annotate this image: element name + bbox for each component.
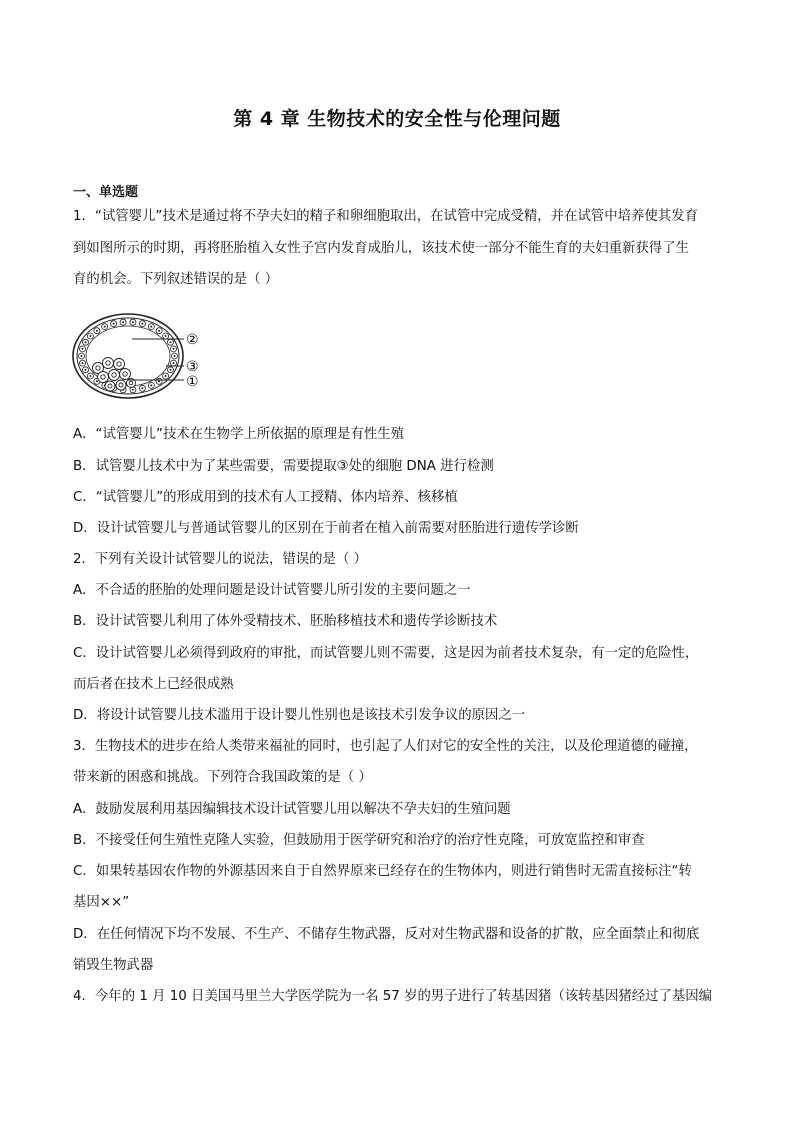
trophoblast-nucleus — [170, 341, 172, 343]
trophoblast-nucleus — [158, 330, 160, 332]
label-3: ③ — [186, 359, 199, 375]
trophoblast-nucleus — [173, 362, 175, 364]
trophoblast-nucleus — [174, 355, 176, 357]
inner-cell-mass — [93, 358, 136, 392]
q1-option-d: D．设计试管婴儿与普通试管婴儿的区别在于前者在植入前需要对胚胎进行遗传学诊断 — [73, 521, 579, 536]
trophoblast-nucleus — [96, 330, 98, 332]
trophoblast-nucleus — [150, 384, 152, 386]
trophoblast-nucleus — [158, 380, 160, 382]
q3-option-c-line-2: 基因××” — [73, 895, 130, 910]
q2-option-c-line-1: C．设计试管婴儿必须得到政府的审批，而试管婴儿则不需要，这是因为前者技术复杂，有一定的危险性， — [73, 646, 699, 661]
trophoblast-nucleus — [104, 326, 106, 328]
page-title: 第 4 章 生物技术的安全性与伦理问题 — [233, 108, 561, 130]
label-2: ② — [186, 332, 199, 348]
trophoblast-nucleus — [85, 369, 87, 371]
trophoblast-nucleus — [165, 335, 167, 337]
q1-stem-line-2: 到如图所示的时期，再将胚胎植入女性子宫内发育成胎儿，该技术使一部分不能生育的夫妇重新获得了生 — [73, 241, 689, 256]
section-heading: 一、单选题 — [73, 185, 139, 200]
trophoblast-nucleus — [141, 387, 143, 389]
trophoblast-nucleus — [132, 389, 134, 391]
q1-option-a: A．“试管婴儿”技术在生物学上所依据的原理是有性生殖 — [73, 427, 405, 442]
trophoblast-nucleus — [122, 321, 124, 323]
q1-option-b: B．试管婴儿技术中为了某些需要，需要提取③处的细胞 DNA 进行检测 — [73, 459, 494, 474]
q1-option-c: C．“试管婴儿”的形成用到的技术有人工授精、体内培养、核移植 — [73, 490, 458, 505]
trophoblast-nucleus — [85, 341, 87, 343]
trophoblast-nucleus — [141, 323, 143, 325]
trophoblast-nucleus — [96, 380, 98, 382]
trophoblast-nucleus — [113, 323, 115, 325]
trophoblast-nucleus — [81, 355, 83, 357]
trophoblast-nucleus — [132, 321, 134, 323]
q3-stem-line-2: 带来新的困惑和挑战。下列符合我国政策的是（ ） — [73, 770, 372, 785]
q3-option-a: A．鼓励发展利用基因编辑技术设计试管婴儿用以解决不孕夫妇的生殖问题 — [73, 802, 511, 817]
trophoblast-nucleus — [165, 375, 167, 377]
q3-option-b: B．不接受任何生殖性克隆人实验，但鼓励用于医学研究和治疗的治疗性克隆，可放宽监控和审查 — [73, 833, 645, 848]
trophoblast-nucleus — [89, 375, 91, 377]
q1-stem-line-3: 育的机会。下列叙述错误的是（ ） — [73, 272, 279, 287]
blastocyst-diagram — [70, 311, 210, 401]
q2-stem: 2．下列有关设计试管婴儿的说法，错误的是（ ） — [73, 552, 367, 567]
trophoblast-nucleus — [89, 335, 91, 337]
q2-option-a: A．不合适的胚胎的处理问题是设计试管婴儿所引发的主要问题之一 — [73, 583, 471, 598]
q4-stem-line-1: 4．今年的 1 月 10 日美国马里兰大学医学院为一名 57 岁的男子进行了转基因猪（该转基因猪经过了基因编 — [73, 989, 713, 1004]
trophoblast-nucleus — [82, 348, 84, 350]
q2-option-c-line-2: 而后者在技术上已经很成熟 — [73, 677, 234, 692]
q2-option-b: B．设计试管婴儿利用了体外受精技术、胚胎移植技术和遗传学诊断技术 — [73, 614, 498, 629]
q3-stem-line-1: 3．生物技术的进步在给人类带来福祉的同时，也引起了人们对它的安全性的关注，以及伦理道德的碰撞， — [73, 739, 698, 754]
trophoblast-nucleus — [170, 369, 172, 371]
trophoblast-nucleus — [82, 362, 84, 364]
trophoblast-nucleus — [150, 326, 152, 328]
q3-option-d-line-1: D．在任何情况下均不发展、不生产、不储存生物武器，反对对生物武器和设备的扩散，应全面禁止和彻底 — [73, 927, 700, 942]
q3-option-d-line-2: 销毁生物武器 — [73, 958, 154, 973]
blastocyst-svg — [70, 311, 210, 401]
q1-stem-line-1: 1．“试管婴儿”技术是通过将不孕夫妇的精子和卵细胞取出，在试管中完成受精，并在试管中培养使其发育 — [73, 209, 698, 224]
label-1: ① — [186, 374, 199, 390]
q3-option-c-line-1: C．如果转基因农作物的外源基因来自于自然界原来已经存在的生物体内，则进行销售时无需直接标注“转 — [73, 864, 692, 879]
trophoblast-nucleus — [173, 348, 175, 350]
q2-option-d: D．将设计试管婴儿技术滥用于设计婴儿性别也是该技术引发争议的原因之一 — [73, 708, 526, 723]
